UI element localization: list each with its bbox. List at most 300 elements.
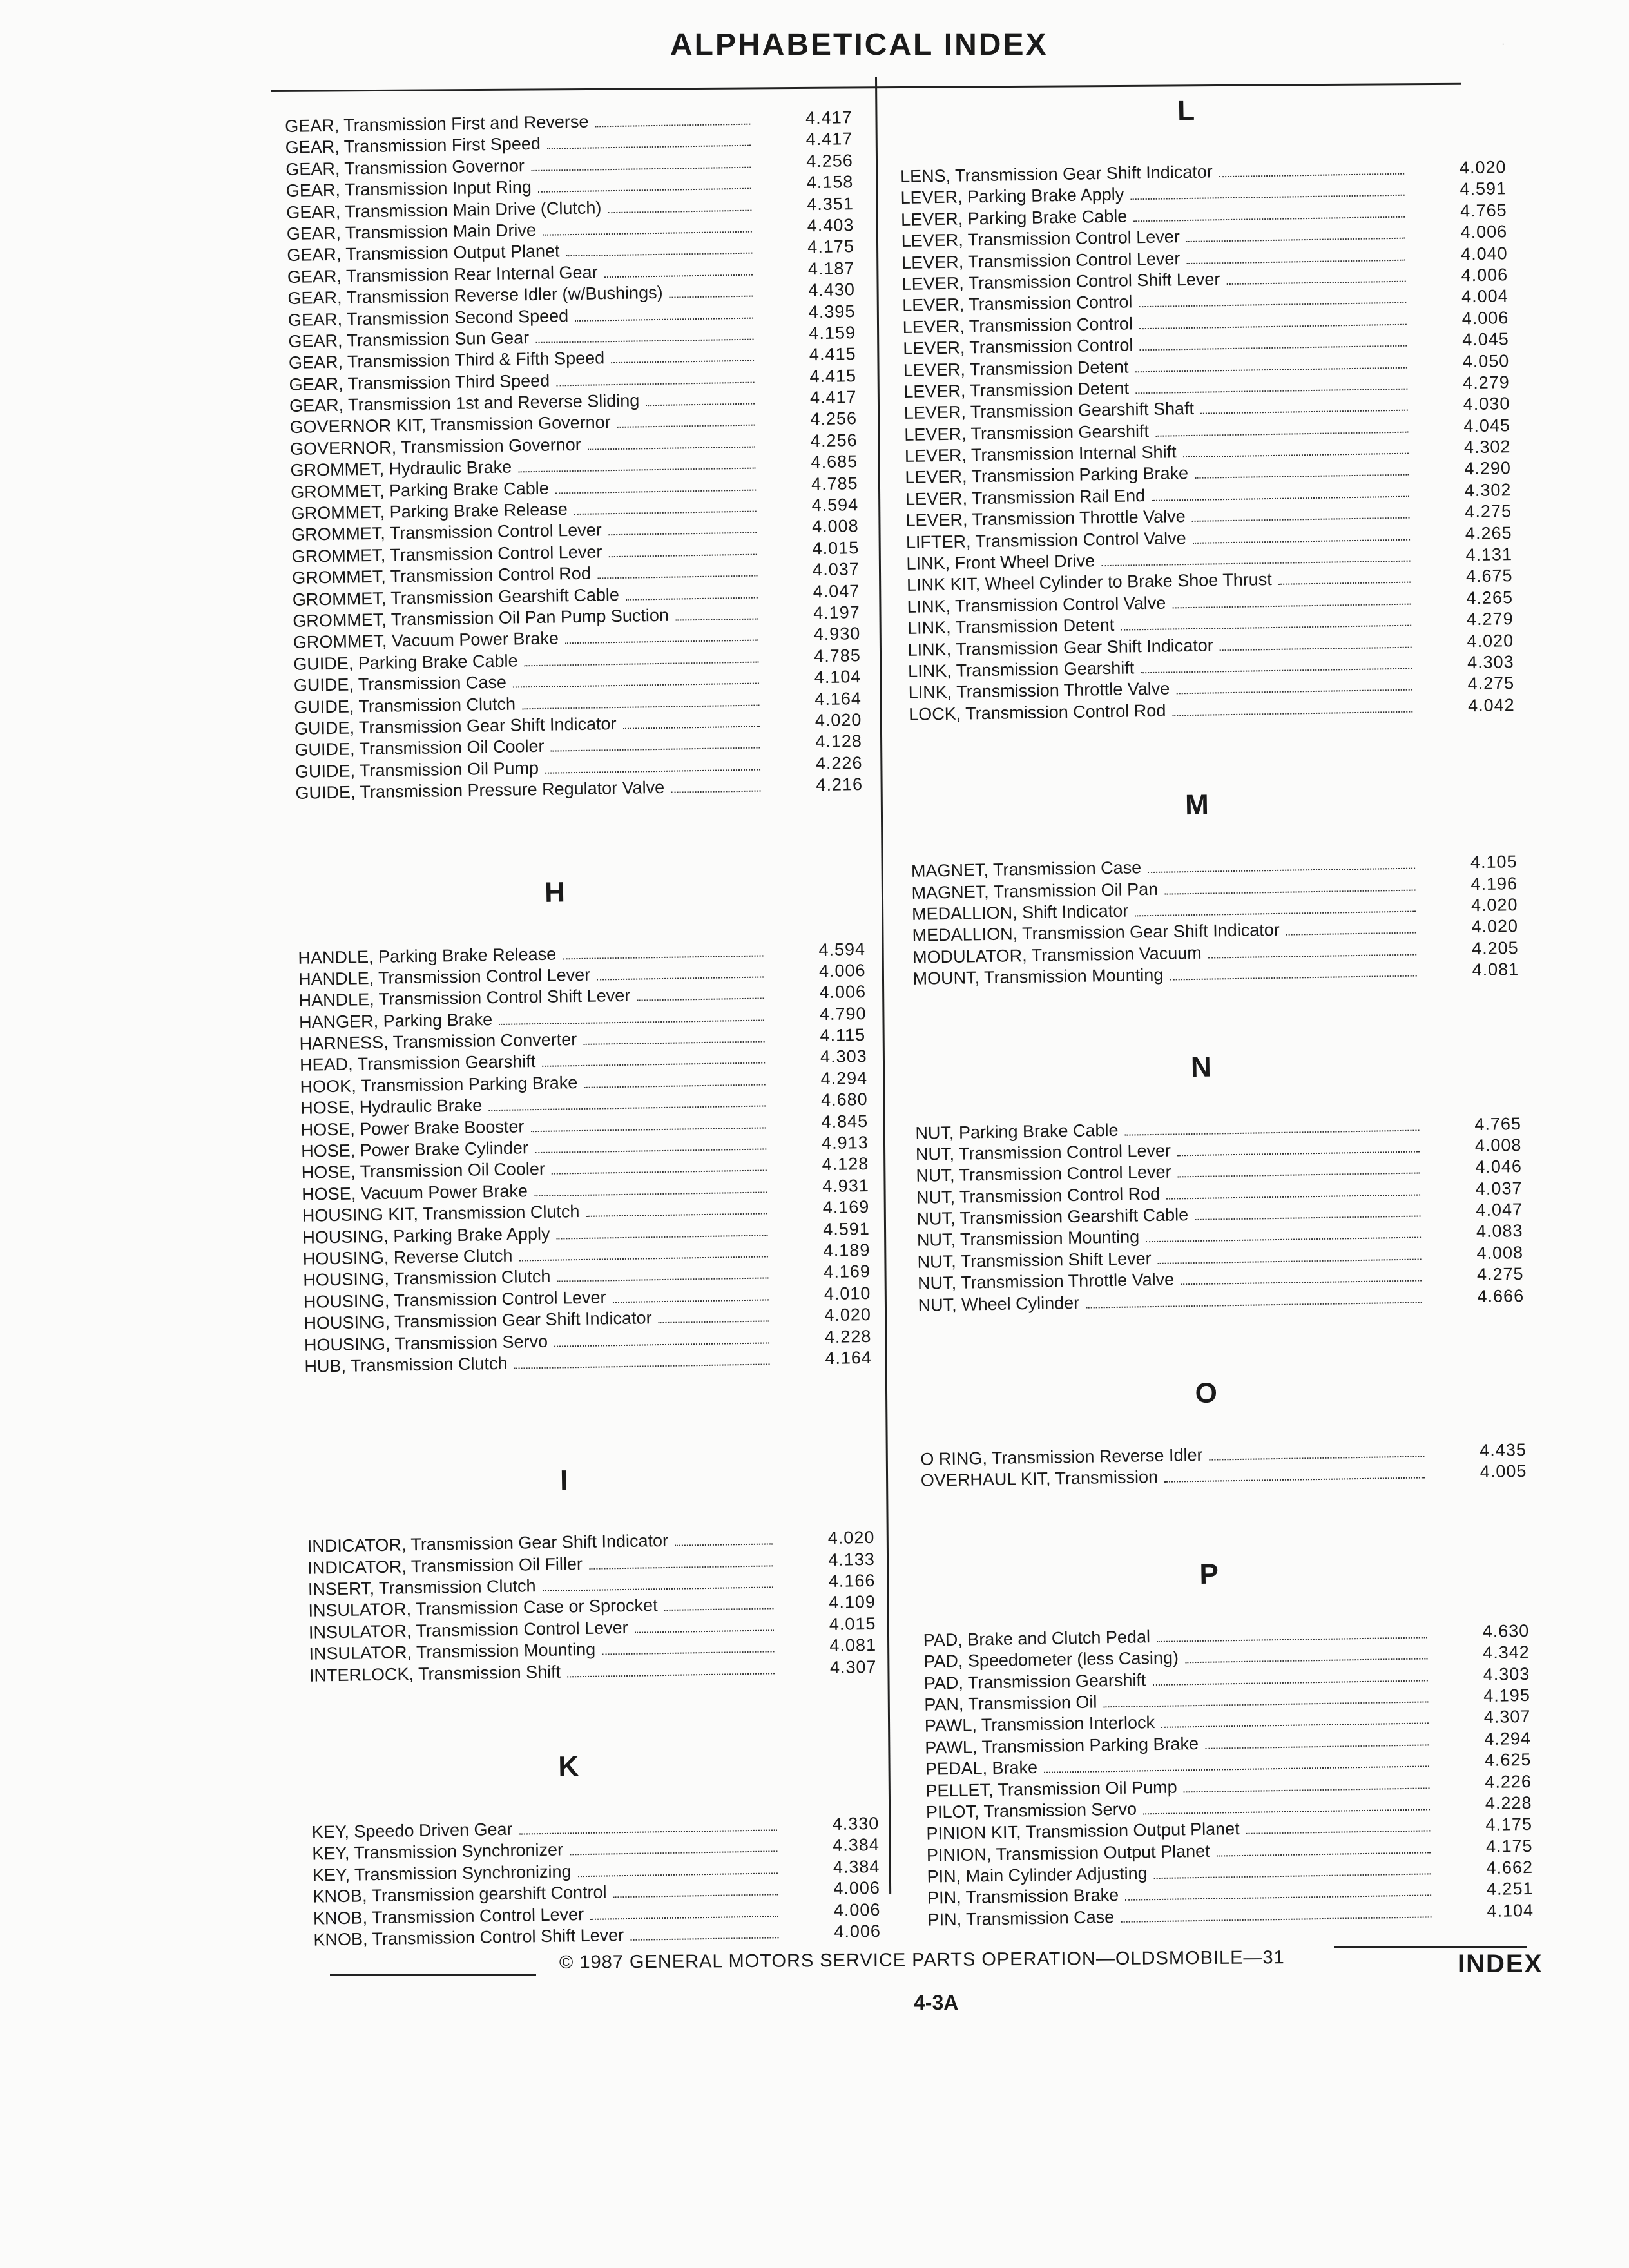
entry-page: 4.666 [1477,1285,1525,1306]
entry-page: 4.680 [820,1090,868,1110]
dot-leader [1184,1787,1430,1792]
entry-page: 4.430 [808,280,856,300]
entry-name: INDICATOR, Transmission Oil Filler [307,1553,583,1578]
entry-name: LEVER, Transmission Control [902,292,1133,316]
entry-page: 4.785 [814,645,862,666]
dot-leader [1125,1129,1420,1135]
dot-leader [1139,323,1407,329]
entry-page: 4.189 [823,1240,871,1261]
entry-page: 4.006 [834,1921,882,1941]
entry-page: 4.175 [1485,1814,1533,1835]
dot-leader [1177,1151,1420,1156]
entry-name: GROMMET, Transmission Control Rod [292,563,592,588]
dot-leader [671,791,760,793]
entry-page: 4.047 [813,581,860,601]
entry-name: GUIDE, Transmission Case [293,672,507,696]
dot-leader [675,619,758,621]
entry-page: 4.294 [820,1068,868,1088]
entry-page: 4.050 [1462,351,1510,371]
entry-page: 4.384 [833,1835,880,1856]
footer-section-label: INDEX [1458,1950,1543,1978]
dot-leader [547,145,751,149]
entry-name: GUIDE, Transmission Gear Shift Indicator [294,713,617,738]
dot-leader [552,1170,767,1175]
dot-leader [543,231,752,236]
entry-page: 4.128 [822,1154,869,1175]
dot-leader [1205,1744,1429,1749]
entry-page: 4.045 [1461,329,1509,350]
entry-page: 4.256 [805,150,854,171]
dot-leader [542,1062,765,1067]
entry-name: PAD, Transmission Gearshift [923,1669,1146,1693]
entry-page: 4.303 [1467,652,1514,673]
dot-leader [637,998,764,1001]
entry-page: 4.006 [1461,307,1509,329]
entry-name: GROMMET, Transmission Control Lever [291,520,602,545]
entry-name: LOCK, Transmission Control Rod [908,700,1166,724]
dot-leader [1192,517,1410,522]
entry-page: 4.115 [820,1025,866,1046]
dot-leader [1166,1194,1420,1199]
entry-name: HOUSING, Transmission Clutch [303,1267,551,1291]
dot-leader [595,124,750,128]
entry-page: 4.175 [807,236,855,257]
entry-page: 4.015 [829,1613,876,1634]
entry-name: LEVER, Transmission Throttle Valve [905,506,1186,531]
entry-page: 4.020 [827,1528,875,1548]
dot-leader [1155,431,1408,436]
entry-name: INSERT, Transmission Clutch [307,1576,536,1599]
entry-page: 4.020 [824,1305,872,1325]
section-letter: O [1195,1377,1218,1410]
dot-leader [570,1851,777,1856]
entry-name: HANDLE, Parking Brake Release [298,944,557,968]
entry-name: GEAR, Transmission First Speed [285,134,541,158]
entry-page: 4.417 [809,387,857,408]
entry-page: 4.384 [833,1856,880,1877]
dot-leader [514,1363,770,1369]
dot-leader [551,747,760,752]
entry-name: MOUNT, Transmission Mounting [912,965,1164,988]
entry-name: PAD, Speedometer (less Casing) [923,1648,1179,1671]
entry-name: MAGNET, Transmission Case [911,858,1142,881]
index-section [899,81,1540,726]
entry-name: NUT, Wheel Cylinder [918,1293,1080,1315]
dot-leader [1044,1766,1429,1773]
dot-leader [608,553,757,557]
dot-leader [1121,625,1411,631]
dot-leader [584,1084,765,1088]
entry-page: 4.006 [833,1878,881,1899]
index-section [914,1037,1549,1316]
entry-name: LIFTER, Transmission Control Valve [905,528,1186,552]
entry-page: 4.228 [824,1326,872,1347]
dot-leader [575,317,753,321]
section-letter: I [559,1465,568,1497]
dot-leader [1148,868,1415,874]
entry-page: 4.330 [832,1813,880,1834]
entry-page: 4.164 [815,688,862,709]
entry-page: 4.226 [815,753,863,773]
dot-leader [602,1651,774,1655]
entry-page: 4.020 [1470,895,1518,916]
dot-leader [1217,1852,1431,1856]
entry-name: GUIDE, Transmission Clutch [294,694,516,717]
dot-leader [1135,389,1407,394]
dot-leader [588,446,755,450]
entry-page: 4.047 [1476,1200,1523,1220]
entry-name: NUT, Transmission Shift Lever [917,1248,1152,1272]
entry-page: 4.158 [806,172,854,193]
entry-name: MEDALLION, Shift Indicator [911,901,1129,924]
entry-name: LINK, Transmission Gearshift [907,658,1135,681]
dot-leader [531,166,751,171]
entry-name: HARNESS, Transmission Converter [299,1030,577,1053]
entry-name: GUIDE, Transmission Oil Pump [294,758,539,782]
entry-name: KEY, Transmission Synchronizing [312,1861,572,1885]
dot-leader [586,1213,767,1217]
dot-leader [1152,495,1409,501]
dot-leader [538,188,751,193]
dot-leader [1176,689,1412,695]
entry-page: 4.169 [822,1197,870,1218]
entry-name: PAWL, Transmission Parking Brake [925,1733,1199,1758]
entry-name: INSULATOR, Transmission Case or Sprocket [308,1595,658,1621]
section-letter: K [558,1751,579,1783]
entry-page: 4.594 [818,939,866,959]
footer-copyright: © 1987 GENERAL MOTORS SERVICE PARTS OPERATION—OLDSMOBILE—31 [559,1947,1285,1973]
entry-name: LINK, Transmission Control Valve [907,593,1166,617]
entry-page: 4.256 [810,408,858,429]
entry-name: MEDALLION, Transmission Gear Shift Indicator [912,920,1280,946]
dot-leader [608,209,752,213]
entry-name: HOUSING, Reverse Clutch [302,1245,513,1269]
entry-name: HOSE, Transmission Oil Cooler [301,1159,546,1183]
entry-page: 4.630 [1482,1620,1530,1641]
entry-name: LEVER, Transmission Control Lever [901,248,1181,273]
dot-leader [1104,1701,1429,1707]
entry-page: 4.131 [1465,544,1513,565]
dot-leader [545,769,760,773]
entry-page: 4.275 [1476,1264,1524,1285]
entry-page: 4.006 [833,1899,881,1920]
dot-leader [608,532,757,536]
dot-leader [557,1235,768,1239]
entry-page: 4.785 [811,473,858,494]
entry-name: GROMMET, Transmission Control Lever [291,542,602,566]
entry-name: LINK, Front Wheel Drive [906,551,1095,573]
entry-name: GEAR, Transmission Reverse Idler (w/Bushings) [287,282,663,309]
index-section [922,1544,1559,1931]
entry-page: 4.006 [819,982,867,1003]
entry-name: PINION, Transmission Output Planet [926,1841,1210,1865]
section-letter: M [1184,789,1210,822]
entry-name: PIN, Transmission Case [927,1907,1115,1930]
entry-name: LEVER, Transmission Gearshift Shaft [903,399,1195,423]
index-section [919,1363,1552,1492]
dot-leader [535,339,753,343]
entry-page: 4.010 [824,1283,871,1303]
entry-page: 4.307 [829,1657,877,1677]
entry-name: KEY, Transmission Synchronizer [312,1840,564,1864]
dot-leader [1185,1658,1427,1664]
entry-name: LEVER, Transmission Rail End [905,485,1146,509]
dot-leader [675,1544,773,1546]
section-letter: L [1177,94,1195,127]
entry-name: HOSE, Power Brake Booster [300,1116,525,1140]
dot-leader [1164,889,1415,894]
entry-name: GEAR, Transmission Third & Fifth Speed [288,348,605,373]
entry-name: LEVER, Parking Brake Apply [900,184,1124,208]
dot-leader [1286,932,1416,936]
entry-page: 4.765 [1474,1113,1522,1134]
entry-name: LEVER, Transmission Parking Brake [905,463,1189,488]
page-title: ALPHABETICAL INDEX [670,28,1048,62]
entry-name: HOOK, Transmission Parking Brake [300,1072,578,1097]
entry-page: 4.594 [811,495,859,515]
entry-page: 4.166 [828,1570,876,1591]
dot-leader [534,1191,767,1196]
entry-name: HOUSING, Transmission Gear Shift Indicator [304,1308,652,1333]
entry-name: O RING, Transmission Reverse Idler [920,1445,1203,1469]
entry-name: GEAR, Transmission Sun Gear [288,327,530,351]
entry-name: INSULATOR, Transmission Control Lever [308,1617,628,1642]
entry-page: 4.030 [1463,394,1510,414]
index-section [311,1736,907,1951]
dot-leader [635,1629,774,1633]
entry-page: 4.081 [1472,959,1519,980]
index-section [910,775,1545,990]
entry-name: OVERHAUL KIT, Transmission [920,1467,1159,1491]
dot-leader [567,1673,775,1677]
entry-page: 4.169 [824,1262,871,1282]
entry-name: GROMMET, Transmission Gearshift Cable [292,584,620,610]
entry-page: 4.251 [1486,1879,1534,1899]
dot-leader [1135,910,1416,916]
dot-leader [1133,216,1405,222]
entry-name: NUT, Parking Brake Cable [915,1120,1119,1143]
dot-leader [1195,474,1409,479]
entry-name: LEVER, Transmission Control [903,335,1133,359]
entry-page: 4.020 [815,709,862,731]
entry-page: 4.403 [807,215,854,236]
dot-leader [1146,1237,1421,1243]
dot-leader [574,511,757,515]
entry-name: MODULATOR, Transmission Vacuum [912,943,1202,967]
entry-page: 4.685 [811,452,858,472]
entry-page: 4.020 [1459,157,1507,178]
entry-page: 4.128 [815,731,863,752]
entry-page: 4.164 [825,1347,872,1368]
dot-leader [597,575,757,579]
entry-page: 4.006 [1460,222,1508,242]
entry-name: KNOB, Transmission gearshift Control [313,1882,607,1907]
dot-leader [1246,1831,1431,1834]
dot-leader [554,1342,769,1347]
entry-name: LENS, Transmission Gear Shift Indicator [900,162,1213,186]
entry-page: 4.294 [1484,1728,1532,1749]
entry-page: 4.042 [1467,695,1515,716]
entry-name: HOSE, Power Brake Cylinder [301,1138,529,1161]
entry-page: 4.302 [1463,437,1511,457]
entry-name: LEVER, Transmission Control Lever [901,227,1181,251]
entry-page: 4.228 [1485,1792,1532,1813]
entry-name: NUT, Transmission Throttle Valve [917,1269,1175,1294]
dot-leader [1157,1637,1427,1642]
entry-name: GEAR, Transmission 1st and Reverse Sliding [289,390,640,416]
dot-leader [513,683,759,688]
dot-leader [590,1916,778,1920]
entry-page: 4.417 [805,108,853,128]
dot-leader [535,1148,766,1153]
scan-mark: · [1501,39,1505,50]
footer-rule-left [330,1974,536,1976]
dot-leader [488,1106,766,1111]
entry-name: GROMMET, Hydraulic Brake [290,457,512,481]
dot-leader [1200,410,1408,414]
dot-leader [659,1321,769,1324]
dot-leader [563,955,763,959]
dot-leader [646,403,755,407]
dot-leader [1186,238,1405,242]
entry-name: INDICATOR, Transmission Gear Shift Indicator [307,1531,669,1557]
entry-name: HUB, Transmission Clutch [304,1353,508,1376]
dot-leader [1219,173,1404,178]
entry-page: 4.591 [823,1218,871,1239]
entry-name: LEVER, Parking Brake Cable [900,206,1128,229]
entry-name: GROMMET, Vacuum Power Brake [293,628,559,653]
dot-leader [1125,1895,1431,1901]
dot-leader [1101,561,1410,567]
dot-leader [664,1608,774,1611]
entry-page: 4.303 [820,1046,867,1067]
entry-name: PILOT, Transmission Servo [925,1799,1137,1822]
entry-page: 4.265 [1466,587,1514,608]
entry-page: 4.083 [1476,1221,1523,1242]
dot-leader [623,726,760,729]
dot-leader [1183,453,1409,458]
entry-page: 4.037 [812,559,860,580]
dot-leader [565,640,758,644]
entry-name: PIN, Main Cylinder Adjusting [927,1863,1148,1887]
entry-name: KNOB, Transmission Control Shift Lever [313,1925,624,1950]
entry-page: 4.256 [810,430,858,451]
entry-name: PAWL, Transmission Interlock [924,1713,1155,1736]
entry-page: 4.303 [1483,1664,1530,1684]
entry-name: HANDLE, Transmission Control Lever [298,965,591,989]
entry-page: 4.005 [1480,1461,1527,1482]
section-letter: N [1190,1051,1212,1083]
entry-page: 4.104 [1487,1900,1534,1921]
entry-name: LEVER, Transmission Control Shift Lever [901,269,1220,294]
entry-name: PIN, Transmission Brake [927,1885,1119,1908]
entry-name: GROMMET, Parking Brake Cable [290,478,549,502]
dot-leader [613,1299,769,1303]
dot-leader [530,1127,766,1132]
entry-page: 4.435 [1480,1439,1527,1461]
entry-page: 4.133 [828,1549,876,1570]
right-column [899,81,1559,1931]
entry-name: INSULATOR, Transmission Mounting [309,1639,596,1664]
entry-name: HOSE, Vacuum Power Brake [302,1181,528,1204]
entry-page: 4.279 [1466,609,1514,629]
dot-leader [1220,646,1412,651]
dot-leader [1208,954,1416,958]
dot-leader [1143,1809,1430,1814]
entry-name: LEVER, Transmission Internal Shift [904,442,1177,466]
entry-page: 4.175 [1485,1836,1533,1856]
entry-page: 4.662 [1486,1857,1534,1878]
entry-name: NUT, Transmission Control Rod [916,1184,1161,1207]
dot-leader [626,597,758,600]
dot-leader [1193,539,1410,543]
entry-name: PINION KIT, Transmission Output Planet [926,1819,1240,1843]
entry-name: NUT, Transmission Control Lever [916,1162,1171,1186]
dot-leader [1172,603,1411,608]
dot-leader [522,704,759,709]
entry-name: PELLET, Transmission Oil Pump [925,1777,1177,1801]
dot-leader [519,1256,768,1261]
entry-page: 4.104 [814,667,862,687]
entry-page: 4.765 [1460,200,1507,221]
entry-page: 4.265 [1465,523,1512,543]
section-letter: H [544,876,566,908]
dot-leader [630,1937,778,1941]
entry-name: PAD, Brake and Clutch Pedal [923,1626,1151,1650]
dot-leader [1278,582,1411,585]
entry-page: 4.105 [1470,852,1518,872]
dot-leader [613,1894,778,1898]
entry-page: 4.342 [1482,1642,1530,1663]
entry-name: GOVERNOR KIT, Transmission Governor [289,412,611,437]
entry-page: 4.008 [1474,1135,1522,1156]
entry-name: HOUSING, Parking Brake Apply [302,1224,550,1247]
index-section [306,1451,902,1687]
entry-page: 4.913 [821,1132,869,1153]
entry-name: LINK KIT, Wheel Cylinder to Brake Shoe Thrust [906,570,1272,595]
entry-name: HOUSING KIT, Transmission Clutch [302,1202,580,1225]
dot-leader [1195,1216,1420,1221]
dot-leader [589,1565,773,1569]
dot-leader [604,274,753,278]
dot-leader [1140,345,1407,351]
entry-page: 4.159 [809,323,856,343]
dot-leader [1158,1258,1422,1264]
entry-name: PAN, Transmission Oil [924,1692,1097,1715]
entry-page: 4.302 [1464,480,1512,501]
dot-leader [597,976,764,980]
dot-leader [525,661,759,666]
dot-leader [518,468,755,473]
entry-name: NUT, Transmission Control Lever [915,1140,1171,1164]
entry-page: 4.417 [805,129,853,149]
entry-name: LEVER, Transmission Control [902,314,1133,337]
entry-name: HANDLE, Transmission Control Shift Lever [298,986,631,1011]
dot-leader [611,360,754,363]
entry-page: 4.415 [809,365,857,386]
dot-leader [1186,259,1405,264]
dot-leader [499,1019,764,1024]
entry-name: GEAR, Transmission Main Drive (Clutch) [286,197,602,222]
entry-page: 4.226 [1485,1771,1532,1792]
dot-leader [1139,302,1406,308]
index-section [285,107,889,805]
dot-leader [1226,281,1405,285]
dot-leader [556,381,754,386]
entry-page: 4.045 [1463,415,1511,436]
dot-leader [557,1278,769,1282]
entry-name: GUIDE, Transmission Oil Cooler [294,736,545,760]
